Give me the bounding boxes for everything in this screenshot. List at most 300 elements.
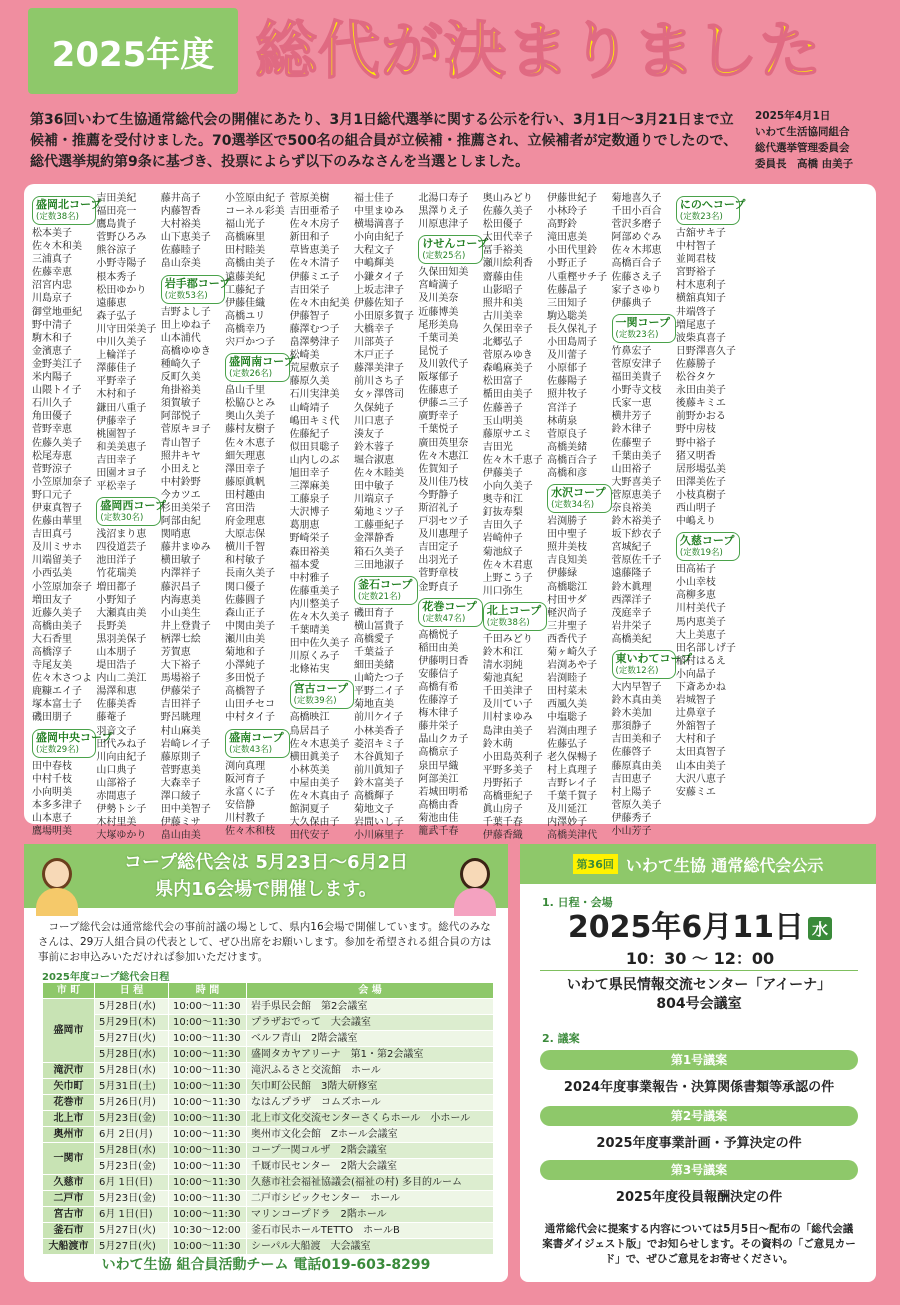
delegate-name: 伊東真智子: [32, 502, 82, 514]
area-label: [483, 602, 547, 631]
delegate-name: 赤間恵子: [96, 791, 137, 803]
delegate-column: [418, 192, 488, 838]
meeting-venue: [540, 976, 858, 1014]
delegate-name: 吉田定子: [418, 542, 459, 554]
delegate-name: 松脇ひとみ: [225, 398, 276, 410]
delegate-name: 高橋百合子: [547, 454, 598, 466]
agenda-3-label: 第3号議案: [540, 1160, 858, 1180]
delegate-name: 桃園智子: [96, 428, 137, 440]
table-cell-date: 5月28日(水): [95, 999, 169, 1015]
delegate-name: 八重樫サチ子: [547, 271, 608, 283]
delegate-name: 佐々木房子: [289, 219, 340, 231]
table-cell-venue: ベルフ青山 2階会議室: [247, 1031, 494, 1047]
delegate-name: 上坂志津子: [353, 284, 404, 296]
delegate-name: 那須静子: [611, 721, 652, 733]
delegate-name: 岩渕勝子: [547, 516, 588, 528]
delegate-name: 高橋百合子: [611, 258, 662, 270]
delegate-name: 藤井栄子: [418, 721, 459, 733]
table-cell-venue: 久慈市社会福祉協議会(福祉の村) 多目的ルーム: [247, 1175, 494, 1191]
table-row: [43, 1111, 494, 1127]
delegate-name: 鈴木裕美子: [611, 516, 662, 528]
table-row: [43, 1047, 494, 1063]
delegate-name: 伊藤ミサ: [160, 817, 201, 829]
delegate-name: 高橋美津代: [547, 830, 598, 842]
delegate-name: 内川整美子: [289, 598, 340, 610]
delegate-name: 氏家一恵: [611, 398, 652, 410]
table-row: [43, 1015, 494, 1031]
delegate-name: 山本恵子: [32, 812, 72, 824]
delegate-name: 浅沼まり恵: [96, 529, 147, 541]
delegate-name: 山崎靖子: [289, 402, 330, 414]
delegate-name: 鈴木萌: [482, 738, 513, 750]
delegate-name: 小枝真樹子: [675, 489, 726, 501]
delegate-name: 竹鼻宏子: [611, 345, 652, 357]
delegate-name: 宮城紀子: [611, 542, 652, 554]
schedule-title: 2025年度コープ総代会日程: [42, 972, 170, 983]
delegate-name: 及川敦代子: [418, 358, 469, 370]
delegate-name: 奈良裕美: [611, 502, 652, 514]
delegate-name: 小西弘美: [32, 568, 72, 580]
delegate-name: 高橋智子: [225, 686, 266, 698]
delegate-name: 湯澤和恵: [96, 686, 137, 698]
delegate-name: 森嶋麻美子: [482, 363, 533, 375]
table-cell-city: 滝沢市: [43, 1063, 95, 1079]
delegate-name: 松本美子: [32, 228, 72, 239]
delegate-name: 千葉司美: [418, 332, 459, 344]
delegate-name: 葛朋恵: [289, 520, 320, 532]
delegate-name: 田園オヨ子: [96, 467, 147, 479]
delegate-name: 奥山久美子: [225, 411, 276, 423]
delegate-column: [675, 192, 746, 818]
table-cell-venue: 矢巾町公民館 3階大研修室: [247, 1079, 494, 1095]
delegate-name: 吉田美紀: [96, 193, 137, 204]
delegate-name: 平野二イ子: [353, 686, 404, 698]
delegate-name: 佐藤陽子: [547, 376, 588, 388]
delegate-name: 田名部しげ子: [675, 642, 736, 654]
area-label: [225, 729, 289, 758]
table-cell-date: 5月28日(水): [95, 1047, 169, 1063]
area-name: 久慈コープ: [679, 534, 735, 548]
delegate-name: 山隈トイ子: [32, 385, 82, 397]
delegate-name: 伊藤ニ三子: [418, 398, 469, 410]
delegate-name: 前野かおる: [675, 411, 726, 423]
area-name: 宮古コープ: [293, 682, 349, 696]
intro-text: 第36回いわて生協通常総代会の開催にあたり、3月1日総代選挙に関する公示を行い、3月1日〜3月21日まで立候補・推薦を受付けました。70選挙区で500名の組合員が立候補・推薦され、立候補者が定数通りでしたので、総代選挙規約第9条に基づき、投票によらず以下のみなさんを当選としました。: [30, 112, 738, 170]
table-cell-date: 5月29日(木): [95, 1015, 169, 1031]
delegate-name: 金野貞子: [418, 581, 459, 593]
delegate-name: 永富くに子: [225, 786, 276, 798]
delegate-name: 西香代子: [547, 633, 588, 645]
delegate-name: 馬場裕子: [160, 673, 201, 685]
delegate-name: 阿部悦子: [160, 411, 201, 423]
delegate-name: 遠藤美紀: [225, 271, 266, 283]
delegate-column: [96, 192, 166, 842]
table-cell-date: 5月23日(金): [95, 1159, 169, 1175]
delegate-name: 畠山奈美: [160, 258, 201, 270]
table-cell-time: 10:00〜11:30: [169, 1127, 247, 1143]
delegate-name: 佐藤由華里: [32, 516, 82, 528]
delegate-name: 吉田美和子: [611, 734, 662, 746]
area-count: (定数25名): [422, 251, 466, 262]
delegate-name: 佐々木惠江: [418, 450, 469, 462]
delegate-name: 井上登貴子: [160, 620, 211, 632]
table-cell-time: 10:00〜11:30: [169, 1143, 247, 1159]
table-cell-time: 10:00〜11:30: [169, 1175, 247, 1191]
delegate-name: 本多多津子: [32, 799, 82, 811]
delegate-name: 及川佳乃枝: [418, 476, 469, 488]
delegate-name: 川口弥生: [482, 585, 523, 597]
delegate-name: 小田島英利子: [482, 751, 543, 763]
delegate-name: 関口優子: [225, 581, 266, 593]
delegate-name: 高橋幸乃: [225, 323, 266, 335]
area-name: 花巻コープ: [422, 599, 477, 613]
delegate-name: 鳥居昌子: [289, 725, 330, 737]
delegate-name: 畠山由美: [160, 830, 201, 842]
delegate-name: 大野喜美子: [611, 476, 662, 488]
delegate-name: 福本愛: [289, 559, 320, 571]
delegate-name: 三田知子: [547, 297, 588, 309]
delegate-name: 大沢八恵子: [675, 773, 726, 785]
delegate-name: 及川ミサホ: [32, 542, 82, 554]
delegate-name: 吉野レイ子: [547, 777, 597, 789]
delegate-name: 菅野涼子: [32, 463, 72, 475]
table-cell-venue: なはんプラザ コムズホール: [247, 1095, 494, 1111]
delegate-name: 佐藤晶子: [547, 284, 588, 296]
divider: [540, 970, 858, 971]
delegate-name: 高橋愛子: [353, 633, 394, 645]
delegate-name: 及川延江: [547, 804, 588, 816]
delegate-name: 若城田明希: [418, 786, 469, 798]
area-name: 盛南コープ: [229, 730, 284, 744]
delegate-name: 廣野幸子: [418, 411, 459, 423]
delegate-name: 吉田祥子: [160, 699, 201, 711]
delegate-name: 太田代幸子: [482, 232, 533, 244]
delegate-name: 伊藤佳織: [225, 297, 266, 309]
delegate-column: [289, 192, 354, 842]
delegate-name: 玉山明美: [482, 415, 523, 427]
delegate-name: 細矢理恵: [225, 450, 266, 462]
delegate-name: 山影昭子: [482, 284, 523, 296]
table-cell-city: 北上市: [43, 1111, 95, 1127]
delegate-name: 照井キヤ: [160, 450, 201, 462]
delegate-name: 旭田幸子: [289, 467, 330, 479]
delegate-name: 小原郁子: [547, 363, 588, 375]
delegate-name: 佐々木邦恵: [611, 245, 662, 257]
delegate-name: 島津由美子: [482, 725, 533, 737]
delegate-name: 平野多美子: [482, 764, 533, 776]
delegate-name: 藤原真由美: [611, 760, 662, 772]
area-label: [418, 235, 488, 264]
delegate-name: 佐々木さつよ: [32, 673, 92, 685]
delegate-name: 御堂地亜紀: [32, 306, 82, 318]
delegate-name: 福田亮一: [96, 206, 137, 218]
table-cell-time: 10:00〜11:30: [169, 999, 247, 1015]
delegate-name: 菅原キヨ子: [160, 424, 211, 436]
delegate-name: 田村菜未: [547, 686, 588, 698]
table-cell-date: 5月23日(金): [95, 1191, 169, 1207]
area-name: 東いわてコープ: [615, 652, 692, 665]
delegate-name: 辻鼻章子: [675, 708, 716, 720]
delegate-name: 及川蕾子: [547, 350, 588, 362]
delegate-name: 菅原安津子: [611, 358, 662, 370]
delegate-name: 竹花瑞美: [96, 568, 137, 580]
delegate-name: 林萌泉: [547, 415, 578, 427]
area-name: 釜石コープ: [357, 577, 413, 591]
delegate-name: 伊藤秀子: [611, 812, 652, 824]
col-header-city: 市 町: [43, 983, 95, 999]
delegate-name: 佐藤紀子: [289, 428, 330, 440]
delegate-name: 駒込聡美: [547, 310, 588, 322]
delegate-name: 吉田恵子: [611, 773, 652, 785]
delegate-name: 尾形美鳥: [418, 319, 459, 331]
table-cell-venue: マリンコープドラ 2階ホール: [247, 1207, 494, 1223]
delegate-name: 楯田由美子: [482, 389, 533, 401]
table-cell-venue: 岩手県民会館 第2会議室: [247, 999, 494, 1015]
delegate-name: 大上美恵子: [675, 629, 726, 641]
delegate-name: 木村里美: [96, 817, 137, 829]
delegate-name: 川端京子: [353, 494, 394, 506]
table-row: [43, 1159, 494, 1175]
table-cell-time: 10:00〜11:30: [169, 1015, 247, 1031]
delegate-name: 高橋輝子: [353, 791, 394, 803]
delegate-name: 菅野幸恵: [32, 424, 72, 436]
area-name: けせんコープ: [422, 237, 488, 251]
meeting-date: [540, 902, 860, 946]
delegate-name: 池田洋子: [96, 555, 137, 567]
delegate-name: 小笠原由紀子: [225, 193, 286, 204]
delegate-name: 山田チセコ: [225, 699, 275, 711]
delegate-name: 川向由紀子: [96, 751, 147, 763]
delegate-name: 横場満喜子: [353, 219, 404, 231]
delegate-list-panel: [24, 184, 876, 842]
delegate-name: 草皆恵美子: [289, 245, 340, 257]
area-count: (定数29名): [36, 744, 79, 755]
table-cell-venue: 滝沢ふるさと交流館 ホール: [247, 1063, 494, 1079]
delegate-name: 増尾恵子: [675, 319, 716, 331]
delegate-name: 上輪洋子: [96, 350, 137, 362]
delegate-name: 齋藤由佳: [482, 271, 523, 283]
delegate-name: 三澤麻美: [289, 481, 330, 493]
delegate-name: 佐々木和枝: [225, 826, 276, 838]
section-schedule-label: 1. 日程・会場: [542, 896, 613, 909]
delegate-name: 川原くみ子: [289, 651, 340, 663]
delegate-name: 北湯口寿子: [418, 193, 469, 204]
delegate-name: 北郷弘子: [482, 337, 523, 349]
table-cell-time: 10:00〜11:30: [169, 1207, 247, 1223]
area-count: (定数23名): [615, 329, 659, 340]
section-agenda-label: 2. 議案: [542, 1032, 580, 1045]
area-name: 盛岡北コープ: [36, 198, 102, 211]
delegate-name: 田代みね子: [96, 738, 147, 750]
delegate-name: 大村和子: [675, 734, 716, 746]
delegate-name: 久保純子: [353, 402, 394, 414]
delegate-name: 田高祐子: [675, 564, 716, 576]
delegate-name: 菊地文子: [353, 804, 394, 816]
delegate-name: 柄澤七絵: [160, 633, 201, 645]
area-name: 盛岡中央コープ: [36, 730, 113, 744]
table-cell-venue: プラザおでって 大会議室: [247, 1015, 494, 1031]
agenda-2-label: 第2号議案: [540, 1106, 858, 1126]
delegate-name: 川守田栄美子: [96, 323, 157, 335]
delegate-name: 岩城智子: [675, 695, 716, 707]
delegate-name: 佐賀知子: [418, 463, 459, 475]
page-title: 総代が決まりました: [255, 14, 823, 87]
area-label: [612, 650, 692, 679]
delegate-name: 菅原佐千子: [611, 555, 662, 567]
delegate-name: 伊藤ミエ子: [289, 271, 340, 283]
delegate-name: 細田美緒: [353, 660, 394, 672]
table-cell-time: 10:00〜11:30: [169, 1095, 247, 1111]
delegate-name: 鈴木眞理: [611, 581, 652, 593]
notice-number: 第36回: [573, 854, 618, 874]
delegate-name: 高橋麻里: [225, 232, 266, 244]
delegate-name: 福田美貴子: [611, 372, 662, 384]
delegate-name: 川島京子: [32, 293, 72, 305]
table-row: [43, 1223, 494, 1239]
delegate-name: 高橋映江: [289, 712, 330, 724]
delegate-name: 佐藤重美子: [289, 585, 340, 597]
delegate-name: 藤澤美津子: [353, 363, 404, 375]
delegate-name: 羽音文子: [96, 725, 137, 737]
delegate-name: 佐藤弘子: [547, 738, 588, 750]
delegate-name: 釘抜寿梨: [482, 507, 523, 519]
schedule-table: [42, 982, 494, 1255]
delegate-name: 山崎たつ子: [353, 673, 404, 685]
delegate-name: 藤原久美: [289, 376, 330, 388]
delegate-name: 佐藤淳子: [418, 695, 459, 707]
delegate-name: 畠澤勢津子: [289, 337, 340, 349]
area-count: (定数53名): [164, 290, 208, 301]
delegate-name: 菊池真紀: [482, 673, 523, 685]
delegate-name: 岩渕由理子: [547, 725, 598, 737]
delegate-name: 小向晶子: [675, 668, 716, 680]
delegate-name: 岩崎仲子: [482, 533, 523, 545]
table-cell-date: 5月27日(火): [95, 1223, 169, 1239]
delegate-name: 吉田光: [482, 441, 513, 453]
delegate-name: 田村趣由: [225, 489, 266, 501]
delegate-name: 鈴木富美子: [353, 777, 404, 789]
delegate-name: 平野幸子: [96, 376, 137, 388]
delegate-name: 高橋京子: [418, 747, 459, 759]
delegate-name: 波柴真喜子: [675, 332, 726, 344]
table-cell-date: 6月 1日(日): [95, 1175, 169, 1191]
delegate-name: 高橋由美子: [32, 620, 82, 632]
delegate-name: 近藤博美: [418, 306, 459, 318]
agenda-2-text: 2025年度事業計画・予算決定の件: [596, 1136, 802, 1151]
table-row: [43, 1031, 494, 1047]
delegate-name: 和美美恵子: [96, 441, 147, 453]
delegate-name: 鈴木律子: [611, 424, 652, 436]
delegate-name: 小笠原加奈子: [32, 581, 92, 593]
delegate-name: 杉田美栄子: [160, 502, 211, 514]
delegate-name: 佐藤恵子: [418, 385, 459, 397]
delegate-name: 滝田恵美: [547, 232, 588, 244]
coop-meeting-subheadline: 県内16会場で開催します。: [155, 879, 377, 900]
table-cell-time: 10:30〜12:00: [169, 1223, 247, 1239]
delegate-name: 田澤美佐子: [675, 476, 726, 488]
delegate-name: 根本秀子: [96, 271, 137, 283]
delegate-name: 松崎美: [289, 350, 320, 362]
table-cell-date: 6月 1日(日): [95, 1207, 169, 1223]
delegate-name: 軽沢尚子: [547, 607, 588, 619]
delegate-name: 大下裕子: [160, 660, 201, 672]
delegate-name: 瀬川絵利香: [482, 258, 533, 270]
delegate-name: 小田代里鈴: [547, 245, 598, 257]
delegate-name: 佐々木清子: [289, 258, 340, 270]
delegate-name: 高橋有希: [418, 682, 459, 693]
delegate-name: 小鎌タイ子: [353, 271, 404, 283]
delegate-name: 箱石久美子: [353, 546, 404, 558]
delegate-name: 磯田育子: [353, 607, 394, 619]
delegate-name: 稲田由美: [418, 642, 459, 654]
delegate-name: 高橋由美子: [225, 258, 276, 270]
delegate-name: 小山幸枝: [675, 577, 716, 589]
issuer-chair: 委員長 高橋 由美子: [755, 158, 854, 170]
issuer-org: いわて生活協同組合: [755, 126, 850, 138]
delegate-name: 古舘サキ子: [675, 228, 726, 239]
delegate-name: 伊藤典子: [611, 297, 652, 309]
table-cell-city: 盛岡市: [43, 999, 95, 1063]
delegate-name: 中川久美子: [96, 337, 147, 349]
area-name: 岩手郡コープ: [164, 276, 231, 290]
delegate-name: 及川美奈: [418, 293, 459, 305]
delegate-name: 宮崎満子: [418, 280, 459, 292]
delegate-name: 岩渕あや子: [547, 660, 598, 672]
delegate-name: 近藤久美子: [32, 607, 82, 619]
agenda-3-text: 2025年度役員報酬決定の件: [615, 1190, 783, 1205]
area-count: (定数34名): [551, 500, 595, 511]
delegate-name: 松田ゆかり: [96, 284, 147, 296]
delegate-name: 及川惠理子: [418, 529, 469, 541]
delegate-name: 小向久美子: [482, 481, 533, 493]
delegate-name: 藤村友樹子: [225, 424, 276, 436]
delegate-name: 金濱恵子: [32, 345, 72, 357]
delegate-name: コーネル彩美: [225, 206, 285, 218]
delegate-name: 稲村はるえ: [675, 655, 726, 667]
meeting-date-text: 2025年6月11日: [567, 910, 805, 945]
delegate-name: 宮田浩: [225, 502, 256, 514]
delegate-name: 高橋ユリ: [225, 310, 266, 322]
delegate-name: 阿部めぐみ: [611, 232, 662, 244]
table-cell-city: 釜石市: [43, 1223, 95, 1239]
delegate-name: 奥寺和江: [482, 494, 523, 506]
delegate-name: 田中聖子: [547, 529, 588, 541]
delegate-name: 佐藤美香: [96, 699, 137, 711]
delegate-name: 中屋由美子: [289, 777, 340, 789]
delegate-name: 高橋悦子: [418, 629, 459, 641]
delegate-name: 内澤妙子: [547, 817, 588, 829]
delegate-name: 高柳多恵: [675, 590, 716, 602]
delegate-name: 遠藤隆子: [611, 568, 652, 580]
delegate-name: 似田貝聡子: [289, 441, 340, 453]
delegate-name: 長久保礼子: [547, 323, 598, 335]
delegate-name: 菅原久美子: [611, 799, 662, 811]
delegate-name: 菱沼キミ子: [353, 738, 404, 750]
delegate-name: 眞山房子: [482, 804, 523, 816]
delegate-name: 佐藤久美子: [482, 206, 533, 218]
delegate-name: 菅野恵美: [160, 764, 201, 776]
delegate-name: 山下恵美子: [160, 232, 211, 244]
delegate-name: 野口元子: [32, 489, 72, 501]
delegate-name: 佐々木真由子: [289, 791, 350, 803]
delegate-name: 太田真智子: [675, 747, 726, 759]
delegate-name: 前川眞知子: [353, 764, 404, 776]
delegate-name: 中塩聡子: [547, 712, 588, 724]
delegate-name: 三田地淑子: [353, 559, 404, 571]
delegate-name: 菅原恵美子: [611, 489, 662, 501]
delegate-name: 森子弘子: [96, 310, 137, 322]
coop-meeting-panel: [24, 844, 508, 1282]
